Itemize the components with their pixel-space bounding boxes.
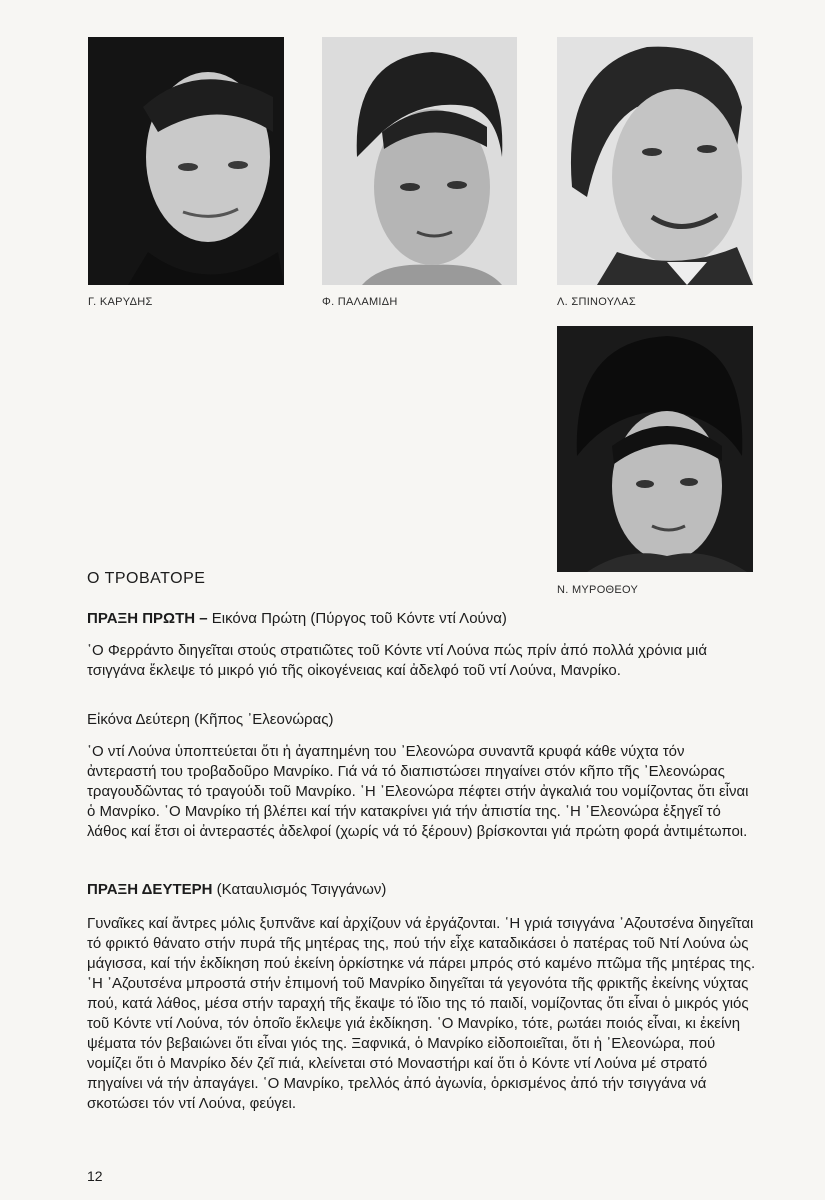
caption-palamidi: Φ. ΠΑΛΑΜΙΔΗ (322, 296, 398, 308)
photo-spinoulas (557, 37, 753, 285)
opera-title: Ο ΤΡΟΒΑΤΟΡΕ (87, 570, 206, 587)
caption-karydis: Γ. ΚΑΡΥΔΗΣ (88, 296, 153, 308)
act2-subtitle: (Καταυλισμός Τσιγγάνων) (216, 881, 387, 898)
portrait-man-smiling-icon (557, 37, 753, 285)
caption-spinoulas: Λ. ΣΠΙΝΟΥΛΑΣ (557, 296, 637, 308)
photo-myrotheou (557, 326, 753, 572)
photo-karydis (88, 37, 284, 285)
portrait-woman-light-background-icon (322, 37, 517, 285)
act1-heading: ΠΡΑΞΗ ΠΡΩΤΗ – (87, 610, 208, 627)
act1-paragraph1: ῾Ο Φερράντο διηγεῖται στούς στρατιῶτες τοῦ Κόντε ντί Λούνα πώς πρίν ἀπό πολλά χρόνια μιά τσιγγάνα ἔκλεψε τό μικρό γιό τῆς οἰκογένειας καί ἀδελφό τοῦ ντί Λούνα, Μανρίκο. (87, 642, 708, 679)
photo-palamidi (322, 37, 517, 285)
act1-subtitle: Εικόνα Πρώτη (Πύργος τοῦ Κόντε ντί Λούνα) (211, 610, 507, 627)
portrait-woman-dark-background-icon (557, 326, 753, 572)
act1-paragraph2: ῾Ο ντί Λούνα ὑποπτεύεται ὅτι ἡ ἀγαπημένη του ᾽Ελεονώρα συναντᾶ κρυφά κάθε νύχτα τόν ἀντεραστή του τροβαδοῦρο Μανρίκο. Γιά νά τό διαπιστώσει πηγαίνει στόν κῆπο τῆς ᾽Ελεονώρας τραγουδῶντας τό τραγούδι τοῦ Μανρίκο. ῾Η ᾽Ελεονώρα πέφτει στήν ἀγκαλιά του νομίζοντας ὅτι εἶναι ὁ Μανρίκο. ῾Ο Μανρίκο τή βλέπει καί τήν κατακρίνει γιά τήν ἀπιστία της. ῾Η ᾽Ελεονώρα ἐξηγεῖ τό λάθος καί ἔτσι οἱ ἀντεραστές ἀδελφοί (χωρίς νά τό ξέρουν) βρίσκονται γιά πρώτη φορά ἀντιμέτωποι. (87, 743, 749, 840)
act1-scene2-heading: Εἰκόνα Δεύτερη (Κῆπος ᾽Ελεονώρας) (87, 711, 334, 728)
act2-heading: ΠΡΑΞΗ ΔΕΥΤΕΡΗ (87, 881, 213, 898)
page-number: 12 (87, 1168, 103, 1184)
caption-myrotheou: Ν. ΜΥΡΟΘΕΟΥ (557, 584, 639, 596)
act2-paragraph: Γυναῖκες καί ἄντρες μόλις ξυπνᾶνε καί ἀρχίζουν νά ἐργάζονται. ῾Η γριά τσιγγάνα ᾽Αζουτσένα διηγεῖται τό φρικτό θάνατο στήν πυρά τῆς μητέρας της, πού τήν εἶχε καταδικάσει ὁ πατέρας τοῦ Ντί Λούνα ὡς μάγισσα, καί τήν ἐκδίκηση πού ἐκείνη ὁρκίστηκε νά πάρει μπρός στό καμένο πτῶμα τῆς μητέρας της. ῾Η ᾽Αζουτσένα μπροστά στήν ἐπιμονή τοῦ Μανρίκο διηγεῖται τά γεγονότα τῆς φρικτῆς ἐκείνης νύχτας πού, κατά λάθος, μέσα στήν ταραχή τῆς ἔκαψε τό ἴδιο της τό παιδί, νομίζοντας ὅτι εἶναι ὁ μικρός γιός τοῦ Κόντε ντί Λούνα, τόν ὁποῖο ἔκλεψε γιά ἐκδίκηση. ῾Ο Μανρίκο, τότε, ρωτάει ποιός εἶναι, κι ἐκείνη ψέματα τόν βεβαιώνει ὅτι εἶναι γιός της. Ξαφνικά, ὁ Μανρίκο εἰδοποιεῖται, ὅτι ἡ ᾽Ελεονώρα, πού νομίζει ὅτι ὁ Μανρίκο δέν ζεῖ πιά, κλείνεται στό Μοναστήρι καί ὅτι ὁ Κόντε ντί Λούνα μέ στρατό πηγαίνει νά τήν ἀπαγάγει. ῾Ο Μανρίκο, τρελλός ἀπό ἀγωνία, ὁρκισμένος ἀπό τήν τσιγγάνα νά σκοτώσει τόν ντί Λούνα, φεύγει. (87, 915, 756, 1112)
act2-header (87, 880, 386, 900)
portrait-man-dark-background-icon (88, 37, 284, 285)
act1-header (87, 609, 507, 629)
